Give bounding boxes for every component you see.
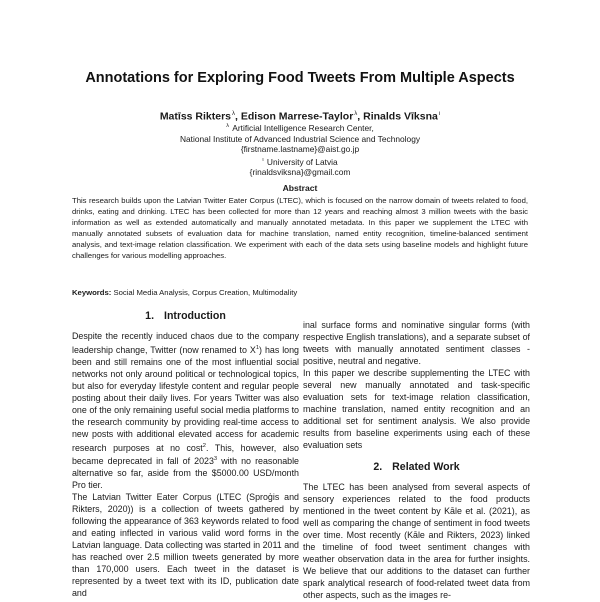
section-heading-related-work bbox=[303, 461, 530, 474]
body-paragraph: The Latvian Twitter Eater Corpus (LTEC (Sproģis and Rikters, 2020)) is a collection of tweets gathered by following the appearance of 363 keywords related to food and eating inflected in various valid word forms in the Latvian language. Data collecting was started in 2011 and has reached over 2.5 million tweets generated by more than 170,000 users. Each tweet in the dataset is represented by a tweet text with its ID, publication date and bbox=[72, 492, 299, 598]
footnote-mark: 2 bbox=[202, 442, 207, 449]
right-column bbox=[303, 320, 530, 602]
affiliation-line bbox=[0, 155, 600, 168]
section-number: 1. bbox=[145, 310, 155, 322]
affiliation-email: {rinaldsviksna}@gmail.com bbox=[249, 167, 351, 178]
body-paragraph: The LTEC has been analysed from several aspects of sensory experiences related to the food products mentioned in the tweet content by Kāle et al. (2021), as well as comparing the change of sentiment in food tweets over time. Most recently (Kāle and Rikters, 2023) linked the timeline of food tweet sentiment changes with weather observation data in the area for further insights. We believe that our additions to the dataset can further spark analytical research of food-related tweet data from other aspects, such as the images re- bbox=[303, 482, 530, 601]
author-name: Matīss Rikters bbox=[159, 110, 232, 123]
keywords-text: Social Media Analysis, Corpus Creation, Multimodality bbox=[113, 288, 298, 297]
footnote-mark: 1 bbox=[255, 344, 260, 351]
affiliation-email: {firstname.lastname}@aist.go.jp bbox=[240, 144, 360, 155]
section-gap bbox=[303, 451, 530, 461]
body-paragraph: inal surface forms and nominative singular forms (with respective English translations), and a separate subset of tweets with manually annotated sentiment classes - positive, neutral and negative. bbox=[303, 320, 530, 366]
author-separator: , bbox=[235, 110, 241, 123]
author-name: Rinalds Vīksna bbox=[363, 110, 438, 123]
paragraph-text: with no reasonable alternative so far, aside from the $5000.00 USD/month Pro tier. bbox=[72, 456, 299, 491]
left-column bbox=[72, 310, 299, 600]
paragraph-text: ) has long been and still remains one of the most influential social networks not only around political or technological topics, but also for everyday lifestyle content and regular people posting about their daily lives. For years Twitter was also one of the only remaining useful social media platforms to the research community by providing real-time access to new posts with additional elevated access for academic research purposes at no cost bbox=[72, 344, 299, 453]
affiliation-name: Artificial Intelligence Research Center, bbox=[232, 122, 374, 133]
body-paragraph bbox=[72, 331, 299, 492]
author-separator: , bbox=[357, 110, 364, 123]
keywords-label: Keywords: bbox=[72, 288, 112, 297]
body-paragraph: In this paper we describe supplementing the LTEC with several new manually annotated and task-specific evaluation sets for text-image relation classification, machine translation, named entity recognition and an additional set for sentiment analysis. We also provide results from baseline experiments using each of these evaluation sets bbox=[303, 367, 530, 450]
author-name: Edison Marrese-Taylor bbox=[240, 110, 354, 123]
footnote-mark: 3 bbox=[213, 456, 218, 463]
affiliation-name: University of Latvia bbox=[266, 156, 338, 167]
section-number: 2. bbox=[373, 461, 383, 474]
author-affiliation-mark: λ bbox=[232, 111, 236, 117]
abstract-text: This research builds upon the Latvian Twitter Eater Corpus (LTEC), which is focused on the narrow domain of tweets related to food, drinks, eating and drinking. LTEC has been collected for more than 12 years and reaching almost 3 million tweets with the basic information as well as extended automatically and manually annotated metadata. In this paper we supplement the LTEC with manually annotated subsets of evaluation data for machine translation, named entity recognition, timeline-balanced sentiment analysis, and text-image relation classification. We experiment with each of the data sets using baseline models and highlight future challenges for various modelling approaches. bbox=[72, 196, 528, 260]
affiliations-block bbox=[0, 121, 600, 178]
paper-title: Annotations for Exploring Food Tweets From Multiple Aspects bbox=[85, 70, 515, 86]
affiliation-line: National Institute of Advanced Industrial Science and Technology bbox=[179, 133, 421, 144]
author-affiliation-mark: ι bbox=[438, 111, 441, 117]
affiliation-mark: λ bbox=[226, 123, 229, 129]
keywords-line bbox=[72, 288, 528, 298]
affiliation-mark: ι bbox=[262, 156, 264, 163]
abstract-heading: Abstract bbox=[282, 183, 318, 193]
section-title: Introduction bbox=[164, 310, 226, 322]
section-title: Related Work bbox=[392, 461, 460, 474]
paragraph-text: Despite the recently induced chaos due to the company leadership change, Twitter (now renamed to X bbox=[72, 331, 299, 355]
author-affiliation-mark: λ bbox=[354, 111, 358, 117]
affiliation-line bbox=[0, 121, 600, 134]
section-heading-introduction bbox=[72, 310, 299, 323]
paragraph-text: . This, however, also became deprecated in fall of 2023 bbox=[72, 442, 299, 467]
